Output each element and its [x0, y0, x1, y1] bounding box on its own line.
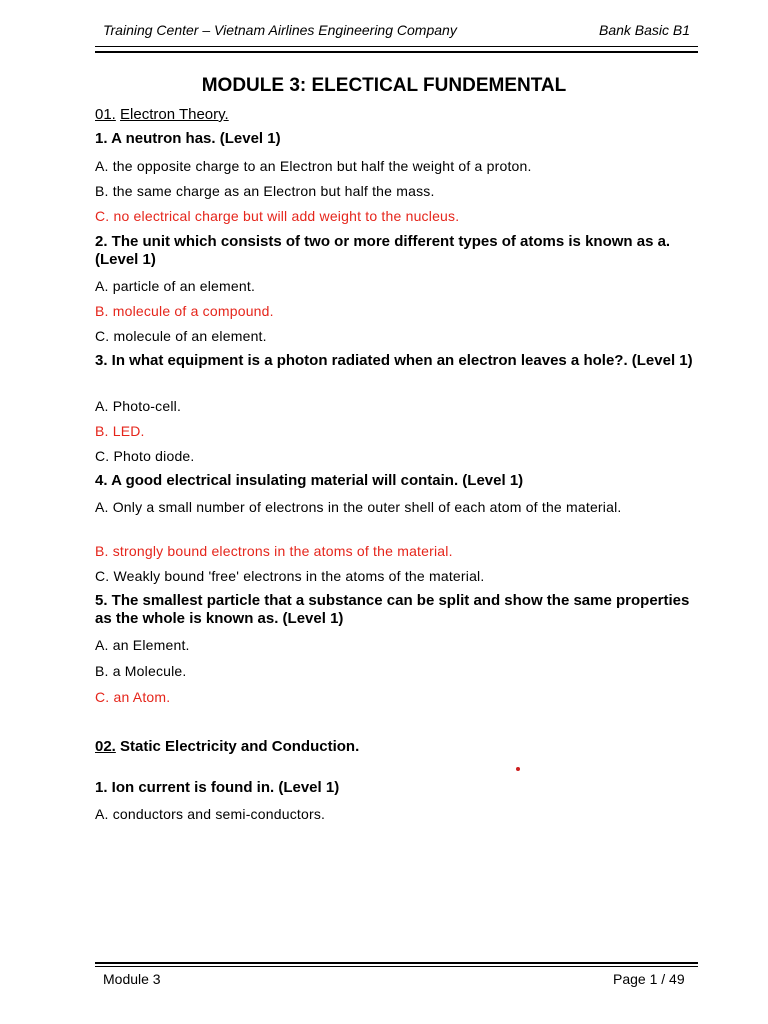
option-a: A. Only a small number of electrons in the outer shell of each atom of the material.	[95, 499, 622, 515]
option-a: A. the opposite charge to an Electron but half the weight of a proton.	[95, 158, 532, 174]
option-b-correct: B. LED.	[95, 423, 145, 439]
header-rule-thin	[95, 46, 698, 47]
question-text: 1. Ion current is found in. (Level 1)	[95, 779, 340, 796]
footer-rule-thick	[95, 962, 698, 964]
section-number: 01.	[95, 106, 116, 123]
section-heading-01	[95, 106, 710, 124]
option-a: A. particle of an element.	[95, 278, 256, 294]
question-text: 3. In what equipment is a photon radiated when an electron leaves a hole?. (Level 1)	[95, 352, 693, 369]
question-text: 2. The unit which consists of two or more different types of atoms is known as a. (Level 1)	[95, 233, 671, 268]
header-bank-name: Bank Basic B1	[599, 22, 691, 38]
stray-dot-mark	[516, 767, 520, 771]
option-b-correct: B. molecule of a compound.	[95, 303, 274, 319]
option-b-correct: B. strongly bound electrons in the atoms of the material.	[95, 543, 453, 559]
section-heading-02	[95, 738, 710, 756]
question-text: 1. A neutron has. (Level 1)	[95, 130, 281, 147]
section-number: 02.	[95, 738, 116, 755]
header-rule-thick	[95, 51, 698, 53]
option-a: A. an Element.	[95, 637, 190, 653]
option-c-correct: C. no electrical charge but will add weight to the nucleus.	[95, 208, 460, 224]
footer-module: Module 3	[103, 971, 161, 987]
question-text: 5. The smallest particle that a substance can be split and show the same properties as the whole is known as. (Level 1)	[95, 592, 690, 627]
option-a: A. Photo-cell.	[95, 398, 182, 414]
section-name: Electron Theory.	[120, 106, 229, 123]
option-c: C. Weakly bound 'free' electrons in the atoms of the material.	[95, 568, 485, 584]
option-c-correct: C. an Atom.	[95, 689, 171, 705]
option-c: C. Photo diode.	[95, 448, 195, 464]
page-title: MODULE 3: ELECTICAL FUNDEMENTAL	[201, 75, 567, 96]
option-b: B. a Molecule.	[95, 663, 187, 679]
question-text: 4. A good electrical insulating material will contain. (Level 1)	[95, 472, 524, 489]
header-organization: Training Center – Vietnam Airlines Engineering Company	[103, 22, 457, 38]
option-a: A. conductors and semi-conductors.	[95, 806, 326, 822]
footer-page-number: Page 1 / 49	[613, 971, 685, 987]
option-b: B. the same charge as an Electron but half the mass.	[95, 183, 435, 199]
footer-rule-thin	[95, 966, 698, 967]
section-name: Static Electricity and Conduction.	[120, 738, 360, 755]
option-c: C. molecule of an element.	[95, 328, 267, 344]
